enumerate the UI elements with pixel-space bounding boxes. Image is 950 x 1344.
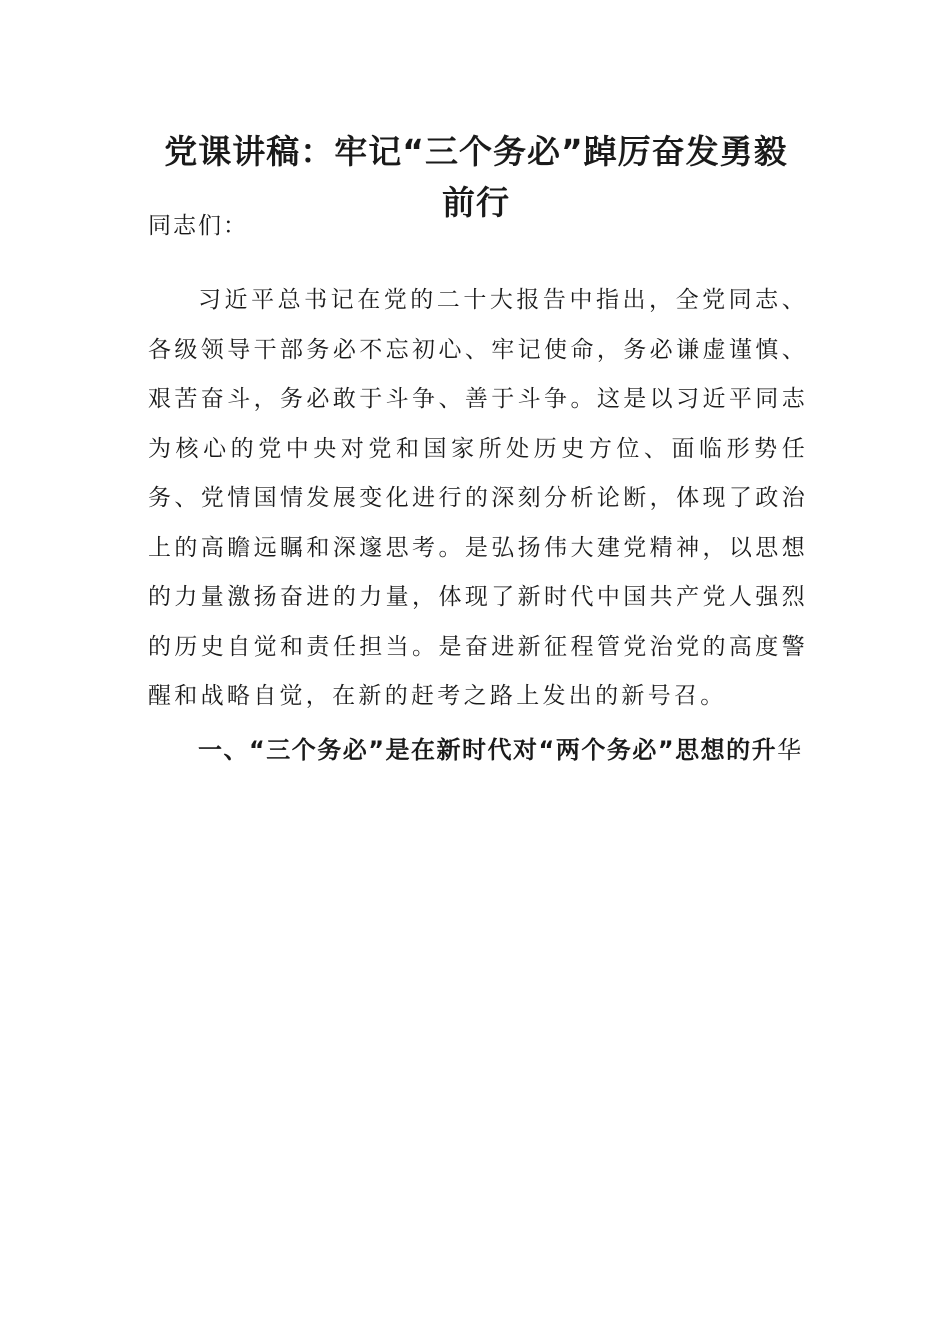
section-heading bbox=[148, 725, 808, 776]
section-heading-tail: 华 bbox=[777, 736, 803, 764]
body-paragraph: 习近平总书记在党的二十大报告中指出，全党同志、各级领导干部务必不忘初心、牢记使命，务必谦虚谨慎、艰苦奋斗，务必敢于斗争、善于斗争。这是以习近平同志为核心的党中央对党和国家所处历史方位、面临形势任务、党情国情发展变化进行的深刻分析论断，体现了政治上的高瞻远瞩和深邃思考。是弘扬伟大建党精神，以思想的力量激扬奋进的力量，体现了新时代中国共产党人强烈的历史自觉和责任担当。是奋进新征程管党治党的高度警醒和战略自觉，在新的赶考之路上发出的新号召。 bbox=[148, 287, 808, 709]
section-heading-main: 一、“三个务必”是在新时代对“两个务必”思想的升 bbox=[198, 736, 778, 764]
salutation: 同志们： bbox=[148, 213, 248, 239]
page-title: 党课讲稿：牢记“三个务必”踔厉奋发勇毅前行 bbox=[164, 132, 788, 222]
